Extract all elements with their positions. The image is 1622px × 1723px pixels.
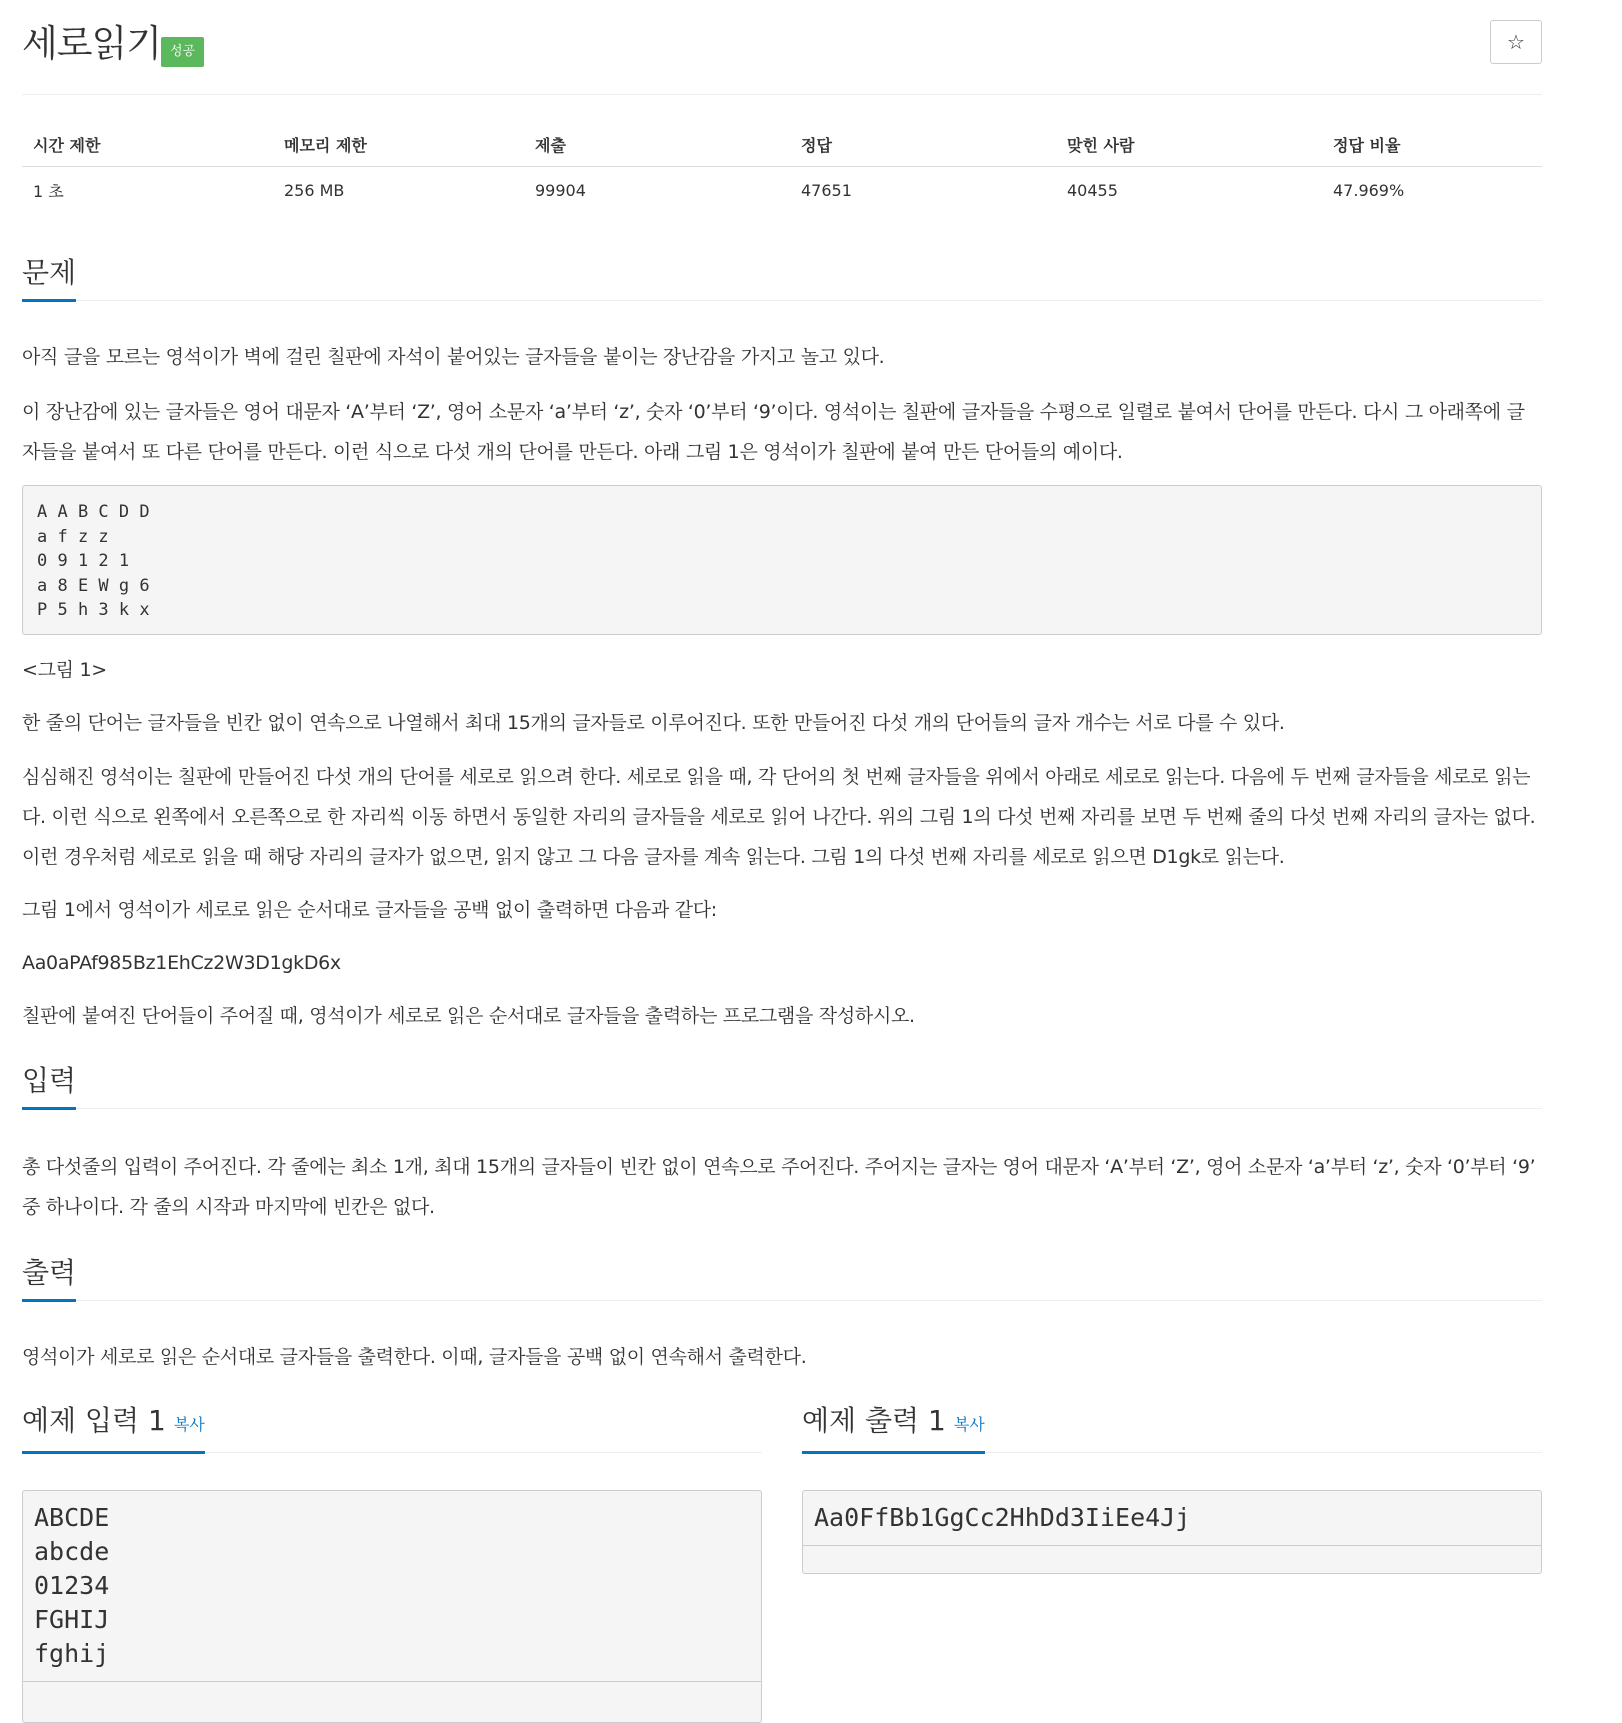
- problem-container: [22, 0, 1542, 1668]
- input-description: 총 다섯줄의 입력이 주어진다. 각 줄에는 최소 1개, 최대 15개의 글자들이 빈칸 없이 연속으로 주어진다. 주어지는 글자는 영어 대문자 ‘A’부터 ‘Z’, 영어 소문자 ‘a’부터 ‘z’, 숫자 ‘0’부터 ‘9’ 중 하나이다. 각 줄의 시작과 마지막에 빈칸은 없다.: [22, 1156, 1536, 1218]
- description-paragraph-2: 이 장난감에 있는 글자들은 영어 대문자 ‘A’부터 ‘Z’, 영어 소문자 ‘a’부터 ‘z’, 숫자 ‘0’부터 ‘9’이다. 영석이는 칠판에 글자들을 수평으로 일렬로 붙여서 단어를 만든다. 다시 그 아래쪽에 글자들을 붙여서 또 다른 단어를 만든다. 이런 식으로 다섯 개의 단어를 만든다. 아래 그림 1은 영석이가 칠판에 붙여 만든 단어들의 예이다.: [22, 401, 1525, 463]
- sample-output-heading: [802, 1403, 985, 1454]
- example-output-text: Aa0aPAf985Bz1EhCz2W3D1gkD6x: [22, 952, 341, 974]
- sample-input-block: [22, 1490, 762, 1723]
- favorite-button[interactable]: [1490, 20, 1542, 64]
- solved-users-value: 40455: [1067, 181, 1118, 200]
- description-heading: 문제: [22, 255, 76, 302]
- sample-input-footer: [23, 1681, 761, 1722]
- description-paragraph-6: 칠판에 붙여진 단어들이 주어질 때, 영석이가 세로로 읽은 순서대로 글자들을 출력하는 프로그램을 작성하시오.: [22, 1005, 915, 1027]
- sample-output-code: Aa0FfBb1GgCc2HhDd3IiEe4Jj: [814, 1503, 1191, 1532]
- description-section-heading: [22, 255, 1542, 301]
- sample-input-section-heading: [22, 1403, 762, 1453]
- copy-sample-input-button[interactable]: 복사: [173, 1415, 205, 1434]
- description-paragraph-4: 심심해진 영석이는 칠판에 만들어진 다섯 개의 단어를 세로로 읽으려 한다. 세로로 읽을 때, 각 단어의 첫 번째 글자들을 위에서 아래로 세로로 읽는다. 다음에 두 번째 글자들을 세로로 읽는다. 이런 식으로 왼쪽에서 오른쪽으로 한 자리씩 이동 하면서 동일한 자리의 글자들을 세로로 읽어 나간다. 위의 그림 1의 다섯 번째 자리를 보면 두 번째 줄의 다섯 번째 자리의 글자는 없다. 이런 경우처럼 세로로 읽을 때 해당 자리의 글자가 없으면, 읽지 않고 그 다음 글자를 계속 읽는다. 그림 1의 다섯 번째 자리를 세로로 읽으면 D1gk로 읽는다.: [22, 766, 1536, 868]
- table-row: [22, 167, 1542, 215]
- description-paragraph-3: 한 줄의 단어는 글자들을 빈칸 없이 연속으로 나열해서 최대 15개의 글자들로 이루어진다. 또한 만들어진 다섯 개의 단어들의 글자 개수는 서로 다를 수 있다.: [22, 712, 1285, 734]
- sample-output-section-heading: [802, 1403, 1542, 1453]
- header-submissions: 제출: [524, 122, 790, 167]
- figure-1-block: A A B C D D a f z z 0 9 1 2 1 a 8 E W g 6 P 5 h 3 k x: [22, 485, 1542, 635]
- sample-input-code: ABCDE abcde 01234 FGHIJ fghij: [34, 1503, 110, 1668]
- star-icon: ☆: [1507, 30, 1525, 54]
- output-description: 영석이가 세로로 읽은 순서대로 글자들을 출력한다. 이때, 글자들을 공백 없이 연속해서 출력한다.: [22, 1346, 807, 1368]
- header-accept-ratio: 정답 비율: [1322, 122, 1542, 167]
- output-heading: 출력: [22, 1255, 76, 1302]
- header-solved-users: 맞힌 사람: [1056, 122, 1322, 167]
- submissions-value: 99904: [535, 181, 586, 200]
- description-paragraph-5: 그림 1에서 영석이가 세로로 읽은 순서대로 글자들을 공백 없이 출력하면 다음과 같다:: [22, 899, 717, 921]
- memory-limit-value: 256 MB: [284, 181, 345, 200]
- time-limit-value: 1 초: [33, 182, 64, 201]
- problem-header: [22, 0, 1542, 95]
- input-heading: 입력: [22, 1063, 76, 1110]
- sample-output-title: 예제 출력 1: [802, 1404, 946, 1437]
- copy-sample-output-button[interactable]: 복사: [953, 1415, 985, 1434]
- figure-caption: <그림 1>: [22, 659, 107, 681]
- sample-output-footer: [803, 1545, 1541, 1573]
- header-accepted: 정답: [790, 122, 1056, 167]
- problem-info-table: [22, 122, 1542, 214]
- header-time-limit: 시간 제한: [22, 122, 273, 167]
- accept-ratio-value: 47.969%: [1333, 181, 1405, 200]
- description-paragraph-1: 아직 글을 모르는 영석이가 벽에 걸린 칠판에 자석이 붙어있는 글자들을 붙이는 장난감을 가지고 놀고 있다.: [22, 346, 885, 368]
- table-header-row: [22, 122, 1542, 167]
- status-badge: 성공: [161, 37, 204, 67]
- sample-input-heading: [22, 1403, 205, 1454]
- problem-title: 세로읽기: [22, 22, 161, 65]
- sample-output-block: [802, 1490, 1542, 1574]
- input-section-heading: [22, 1063, 1542, 1109]
- header-memory-limit: 메모리 제한: [273, 122, 524, 167]
- output-section-heading: [22, 1255, 1542, 1301]
- sample-input-title: 예제 입력 1: [22, 1404, 166, 1437]
- accepted-value: 47651: [801, 181, 852, 200]
